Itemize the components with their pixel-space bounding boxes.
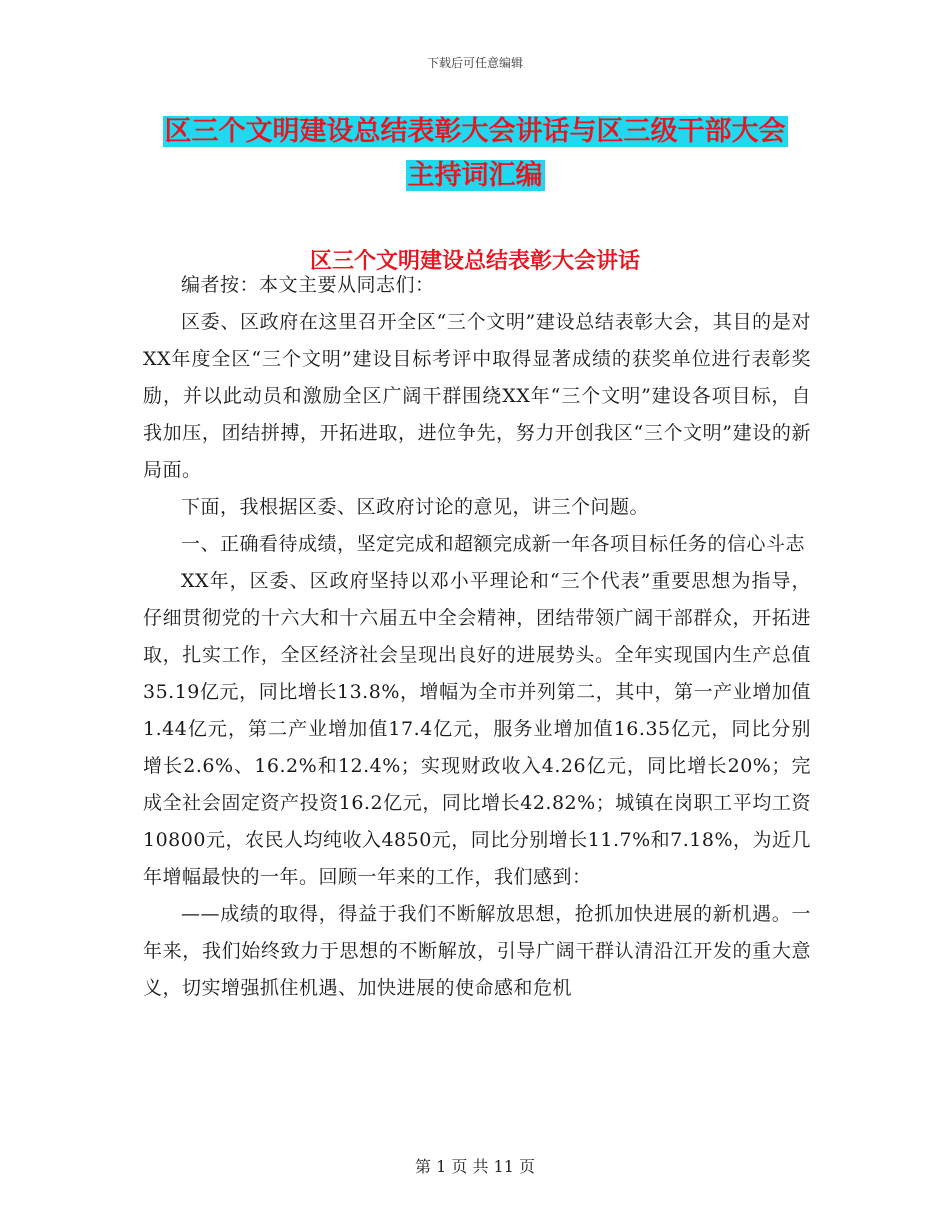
paragraph-editor-note: 编者按：本文主要从同志们： [181, 274, 435, 296]
document-title-line-1: 区三个文明建设总结表彰大会讲话与区三级干部大会 [164, 116, 786, 147]
header-note: 下载后可任意编辑 [426, 56, 523, 70]
page-footer: 第 1 页 共 11 页 [415, 1157, 535, 1176]
paragraph-intro: 区委、区政府在这里召开全区“三个文明”建设总结表彰大会，其目的是对XX年度全区“三个文明”建设目标考评中取得显著成绩的获奖单位进行表彰奖励，并以此动员和激励全区广阔干群围绕XX年“三个文明”建设各项目标，自我加压，团结拼搏，开拓进取，进位争先，努力开创我区“三个文明”建设的新局面。 [143, 311, 811, 481]
paragraph-heading-one: 一、正确看待成绩，坚定完成和超额完成新一年各项目标任务的信心斗志 [181, 533, 806, 555]
paragraph-reflection: ——成绩的取得，得益于我们不断解放思想，抢抓加快进展的新机遇。一年来，我们始终致力于思想的不断解放，引导广阔干群认清沿江开发的重大意义，切实增强抓住机遇、加快进展的使命感和危机 [143, 903, 811, 999]
document-title-line-2: 主持词汇编 [407, 160, 543, 191]
paragraph-achievements: XX年，区委、区政府坚持以邓小平理论和“三个代表”重要思想为指导，仔细贯彻党的十六大和十六届五中全会精神，团结带领广阔干部群众，开拓进取，扎实工作，全区经济社会呈现出良好的进展势头。全年实现国内生产总值35.19亿元，同比增长13.8%，增幅为全市并列第二，其中，第一产业增加值1.44亿元，第二产业增加值17.4亿元，服务业增加值16.35亿元，同比分别增长2.6%、16.2%和12.4%；实现财政收入4.26亿元，同比增长20%；完成全社会固定资产投资16.2亿元，同比增长42.82%；城镇在岗职工平均工资10800元，农民人均纯收入4850元，同比分别增长11.7%和7.18%，为近几年增幅最快的一年。回顾一年来的工作，我们感到： [143, 570, 812, 888]
section-title: 区三个文明建设总结表彰大会讲话 [309, 249, 640, 274]
document-body [143, 267, 811, 1007]
paragraph-outline: 下面，我根据区委、区政府讨论的意见，讲三个问题。 [181, 496, 650, 518]
